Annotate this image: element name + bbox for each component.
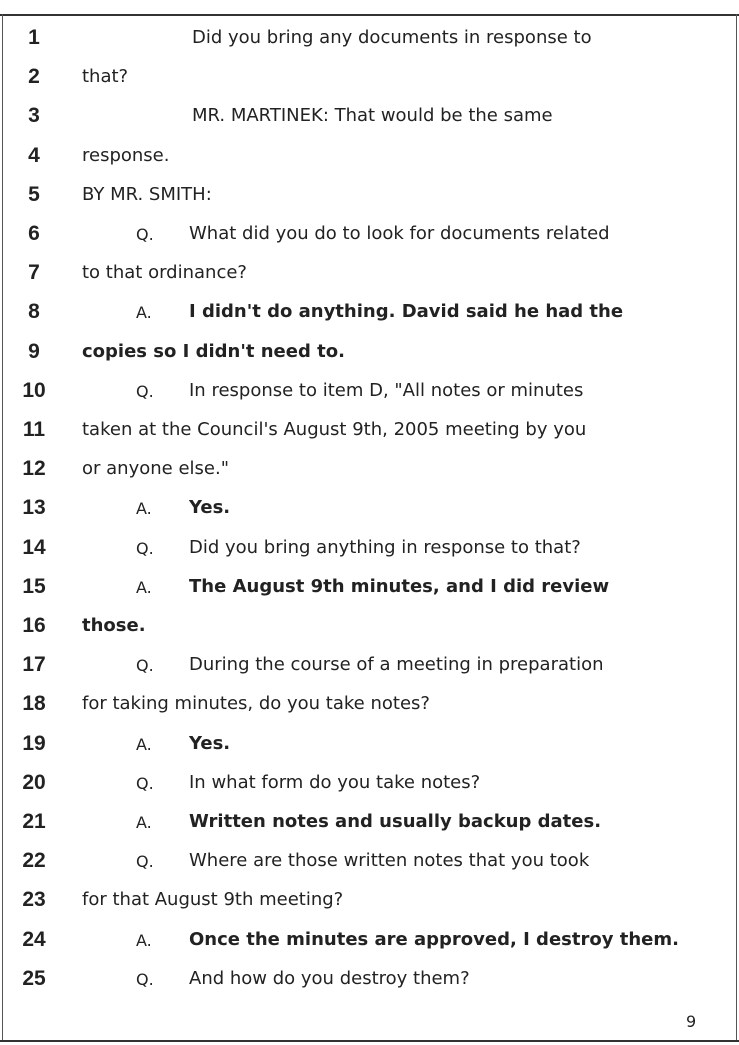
- right-margin-rule: [736, 14, 737, 1041]
- line-number: 5: [28, 182, 40, 206]
- line-number: 18: [22, 692, 46, 716]
- answer-label: A.: [136, 303, 152, 323]
- top-rule: [0, 14, 739, 16]
- line-number: 7: [28, 261, 40, 285]
- transcript-text: In response to item D, "All notes or minutes: [189, 379, 584, 401]
- line-number: 20: [22, 770, 46, 794]
- line-number: 17: [22, 653, 46, 677]
- transcript-text: What did you do to look for documents related: [189, 223, 610, 244]
- bottom-rule: [0, 1040, 739, 1042]
- line-number: 15: [22, 574, 46, 598]
- answer-text: Written notes and usually backup dates.: [189, 811, 602, 832]
- question-label: Q.: [136, 852, 154, 872]
- line-number: 21: [22, 810, 46, 833]
- answer-text: Yes.: [189, 732, 231, 754]
- line-number: 8: [28, 300, 40, 324]
- question-label: Q.: [136, 656, 154, 676]
- line-number: 25: [22, 966, 46, 990]
- question-label: Q.: [136, 538, 154, 558]
- answer-label: A.: [136, 734, 152, 754]
- transcript-text: Where are those written notes that you took: [189, 850, 590, 872]
- answer-text: Once the minutes are approved, I destroy them.: [189, 928, 679, 950]
- page-number: 9: [686, 1012, 697, 1031]
- line-number: 9: [28, 339, 40, 363]
- line-number: 10: [22, 378, 46, 402]
- transcript-text: to that ordinance?: [82, 262, 247, 284]
- transcript-text: or anyone else.": [82, 458, 229, 480]
- answer-label: A.: [136, 813, 152, 832]
- line-number: 11: [22, 418, 46, 441]
- answer-text: Yes.: [189, 497, 231, 519]
- answer-text: those.: [82, 615, 146, 636]
- question-label: Q.: [136, 225, 154, 244]
- transcript-text: MR. MARTINEK: That would be the same: [192, 105, 553, 127]
- line-number: 6: [28, 222, 40, 245]
- question-label: Q.: [136, 969, 154, 989]
- line-number: 1: [28, 26, 40, 49]
- line-number: 13: [22, 496, 46, 520]
- answer-text: The August 9th minutes, and I did review: [189, 575, 610, 597]
- answer-text: copies so I didn't need to.: [82, 340, 345, 362]
- line-number: 22: [22, 849, 46, 873]
- line-number: 19: [22, 731, 46, 755]
- transcript-text: Did you bring anything in response to that?: [189, 536, 581, 558]
- answer-text: I didn't do anything. David said he had the: [189, 301, 624, 323]
- transcript-text: Did you bring any documents in response to: [192, 27, 592, 48]
- transcript-text: And how do you destroy them?: [189, 967, 470, 989]
- line-number: 4: [28, 143, 40, 167]
- left-margin-rule: [2, 14, 3, 1041]
- answer-label: A.: [136, 499, 152, 519]
- question-label: Q.: [136, 773, 154, 793]
- transcript-text: taken at the Council's August 9th, 2005 meeting by you: [82, 419, 587, 440]
- line-number: 23: [22, 888, 46, 912]
- line-number: 14: [22, 535, 46, 559]
- transcript-text: for taking minutes, do you take notes?: [82, 693, 430, 715]
- line-number: 3: [28, 104, 40, 128]
- question-label: Q.: [136, 381, 154, 401]
- transcript-text: During the course of a meeting in preparation: [189, 654, 604, 676]
- transcript-text: for that August 9th meeting?: [82, 889, 344, 911]
- line-number: 16: [22, 614, 46, 637]
- transcript-text: response.: [82, 144, 170, 166]
- transcript-text: that?: [82, 66, 129, 88]
- transcript-text: BY MR. SMITH:: [82, 183, 212, 205]
- answer-label: A.: [136, 930, 152, 950]
- answer-label: A.: [136, 577, 152, 597]
- transcript-text: In what form do you take notes?: [189, 771, 481, 793]
- line-number: 12: [22, 457, 46, 481]
- line-number: 24: [22, 927, 46, 951]
- line-number: 2: [28, 65, 40, 89]
